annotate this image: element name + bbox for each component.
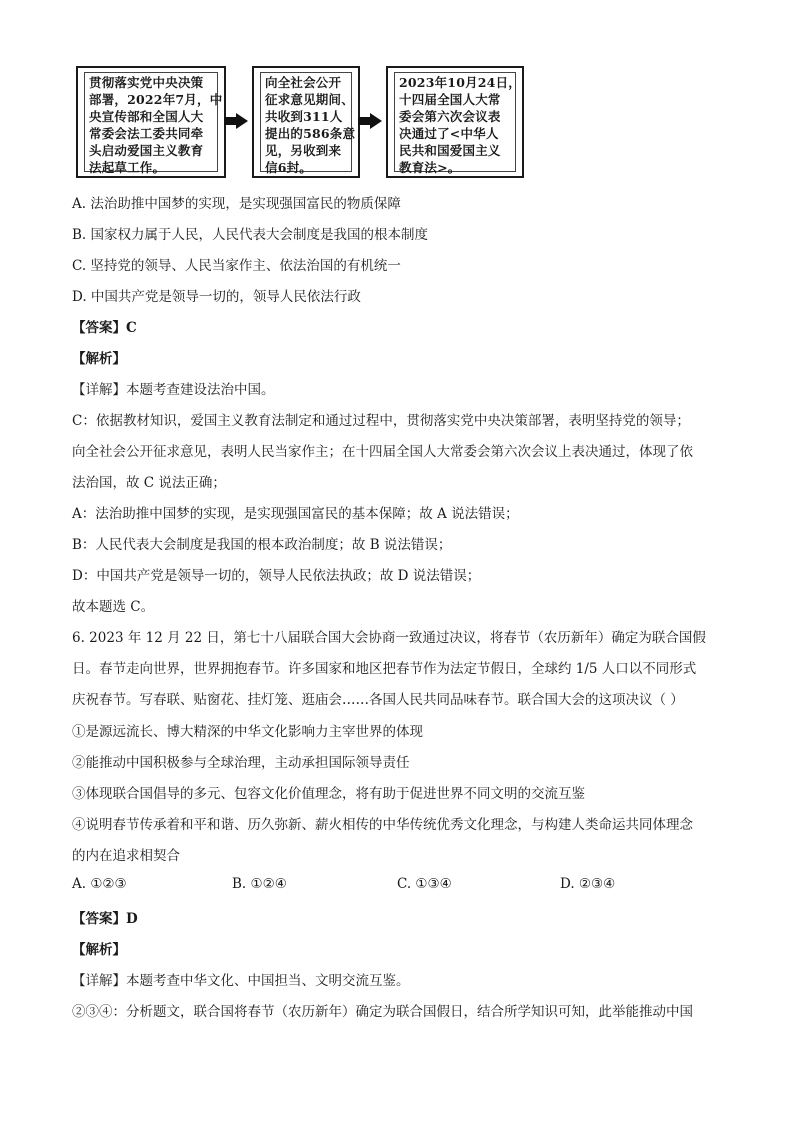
right-arrow-icon	[224, 113, 248, 129]
q5-explanation-line: A：法治助推中国梦的实现，是实现强国富民的基本保障；故 A 说法错误；	[72, 506, 519, 522]
flow-box-2-line: 征求意见期间、	[265, 92, 354, 107]
q6-item-1: ①是源远流长、博大精深的中华文化影响力主宰世界的体现	[72, 724, 423, 740]
q6-explanation-line: ②③④：分析题文，联合国将春节（农历新年）确定为联合国假日，结合所学知识可知，此举能推动中国	[72, 1004, 693, 1020]
q6-analysis-heading: 【解析】	[72, 942, 126, 958]
q5-explanation-line: D：中国共产党是领导一切的，领导人民依法执政；故 D 说法错误；	[72, 568, 481, 584]
q5-explanation-line: C：依据教材知识，爱国主义教育法制定和通过过程中，贯彻落实党中央决策部署，表明坚持党的领导；	[72, 413, 690, 429]
q5-option-d: D. 中国共产党是领导一切的，领导人民依法行政	[72, 289, 361, 305]
q5-explanation-line: 法治国，故 C 说法正确；	[72, 475, 226, 491]
flow-box-2-line: 向全社会公开	[265, 75, 342, 90]
flow-box-2-line: 信6封。	[265, 160, 312, 175]
flow-box-1	[76, 66, 226, 178]
flow-box-1-line: 头启动爱国主义教育	[89, 143, 204, 158]
flow-box-3-line: 教育法>。	[399, 160, 461, 175]
q5-conclusion: 故本题选 C。	[72, 599, 155, 615]
flow-box-3-line: 2023年10月24日，	[399, 75, 521, 90]
flow-box-1-line: 贯彻落实党中央决策	[89, 75, 204, 90]
q6-item-4: ④说明春节传承着和平和谐、历久弥新、薪火相传的中华传统优秀文化理念，与构建人类命运共同体理念	[72, 817, 693, 833]
flow-box-1-line: 部署，2022年7月，中	[89, 92, 223, 107]
q6-item-4-continued: 的内在追求相契合	[72, 848, 180, 864]
q6-choice-b: B. ①②④	[232, 876, 287, 892]
q6-stem-line: 庆祝春节。写春联、贴窗花、挂灯笼、逛庙会……各国人民共同品味春节。联合国大会的这项决议（ ）	[72, 692, 684, 708]
flow-diagram	[76, 66, 716, 186]
q5-answer: 【答案】C	[72, 320, 137, 336]
q5-option-a: A. 法治助推中国梦的实现，是实现强国富民的物质保障	[72, 196, 401, 212]
flow-box-2-line: 见，另收到来	[265, 143, 342, 158]
flow-box-2-line: 共收到311人	[265, 109, 343, 124]
q6-choice-c: C. ①③④	[397, 876, 452, 892]
q5-analysis-heading: 【解析】	[72, 351, 126, 367]
q5-option-c: C. 坚持党的领导、人民当家作主、依法治国的有机统一	[72, 258, 401, 274]
q5-detail: 【详解】本题考查建设法治中国。	[72, 382, 275, 398]
q5-explanation-line: 向全社会公开征求意见，表明人民当家作主；在十四届全国人大常委会第六次会议上表决通过，体现了依	[72, 444, 693, 460]
q6-choice-a: A. ①②③	[72, 876, 127, 892]
flow-box-3-line: 十四届全国人大常	[399, 92, 501, 107]
q6-choice-d: D. ②③④	[560, 876, 616, 892]
q6-stem-line: 6. 2023 年 12 月 22 日，第七十八届联合国大会协商一致通过决议，将春节（农历新年）确定为联合国假	[72, 630, 706, 646]
q6-answer: 【答案】D	[72, 911, 138, 927]
q6-item-2: ②能推动中国积极参与全球治理，主动承担国际领导责任	[72, 755, 410, 771]
q6-detail: 【详解】本题考查中华文化、中国担当、文明交流互鉴。	[72, 973, 410, 989]
flow-box-2	[252, 66, 360, 178]
flow-box-1-line: 央宣传部和全国人大	[89, 109, 204, 124]
q5-option-b: B. 国家权力属于人民，人民代表大会制度是我国的根本制度	[72, 227, 429, 243]
flow-box-2-line: 提出的586条意	[265, 126, 356, 141]
q5-explanation-line: B：人民代表大会制度是我国的根本政治制度；故 B 说法错误；	[72, 537, 452, 553]
flow-box-3	[386, 66, 524, 178]
flow-box-3-line: 民共和国爱国主义	[399, 143, 501, 158]
flow-box-3-line: 委会第六次会议表	[399, 109, 501, 124]
flow-box-3-line: 决通过了<中华人	[399, 126, 499, 141]
q6-item-3: ③体现联合国倡导的多元、包容文化价值理念，将有助于促进世界不同文明的交流互鉴	[72, 786, 585, 802]
q6-stem-line: 日。春节走向世界，世界拥抱春节。许多国家和地区把春节作为法定节假日，全球约 1/5 人口以不同形式	[72, 661, 697, 677]
flow-box-1-line: 法起草工作。	[89, 160, 166, 175]
flow-box-1-line: 常委会法工委共同牵	[89, 126, 204, 141]
right-arrow-icon	[358, 113, 382, 129]
